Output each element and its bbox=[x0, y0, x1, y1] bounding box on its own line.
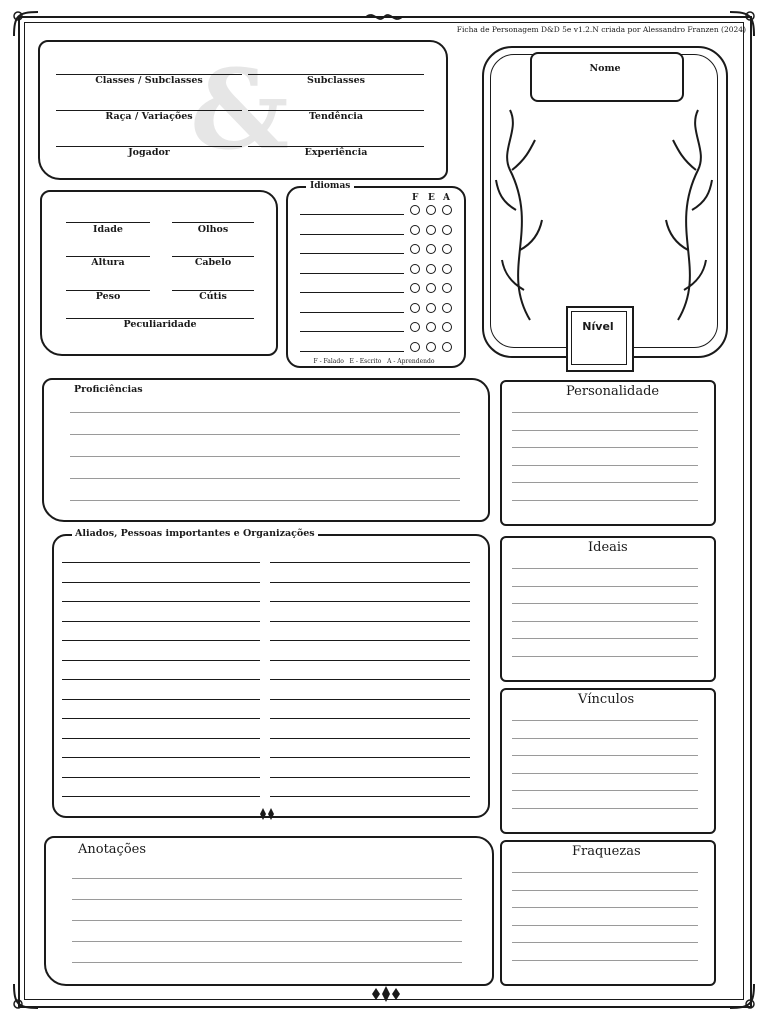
proficiency-line[interactable] bbox=[70, 456, 460, 457]
label-name: Nome bbox=[589, 63, 621, 74]
ally-line[interactable] bbox=[62, 738, 260, 739]
name-banner bbox=[530, 52, 684, 102]
language-line[interactable] bbox=[300, 253, 404, 254]
ally-line[interactable] bbox=[270, 777, 470, 778]
ally-line[interactable] bbox=[62, 562, 260, 563]
trait-line[interactable] bbox=[512, 412, 698, 413]
trait-line[interactable] bbox=[512, 720, 698, 721]
written-checkbox[interactable] bbox=[426, 205, 436, 215]
language-line[interactable] bbox=[300, 234, 404, 235]
spoken-checkbox[interactable] bbox=[410, 322, 420, 332]
proficiency-line[interactable] bbox=[70, 478, 460, 479]
allies-title: Aliados, Pessoas importantes e Organizações bbox=[72, 528, 318, 539]
label-eyes: Olhos bbox=[197, 224, 229, 235]
ally-line[interactable] bbox=[62, 757, 260, 758]
language-line[interactable] bbox=[300, 312, 404, 313]
trait-line[interactable] bbox=[512, 960, 698, 961]
notes-panel bbox=[44, 836, 494, 986]
ally-line[interactable] bbox=[270, 679, 470, 680]
ally-line[interactable] bbox=[270, 718, 470, 719]
languages-legend: F - Falado E - Escrito A - Aprendendo bbox=[313, 358, 435, 365]
spoken-checkbox[interactable] bbox=[410, 303, 420, 313]
spoken-checkbox[interactable] bbox=[410, 283, 420, 293]
languages-title: Idiomas bbox=[306, 181, 354, 191]
ally-line[interactable] bbox=[62, 601, 260, 602]
label-weight: Peso bbox=[95, 291, 121, 302]
vine-ornament-left bbox=[490, 110, 560, 330]
trait-line[interactable] bbox=[512, 621, 698, 622]
trait-line[interactable] bbox=[512, 925, 698, 926]
flaws-title: Fraquezas bbox=[572, 844, 641, 859]
proficiency-line[interactable] bbox=[70, 500, 460, 501]
written-checkbox[interactable] bbox=[426, 342, 436, 352]
proficiency-line[interactable] bbox=[70, 412, 460, 413]
label-level: Nível bbox=[582, 320, 614, 333]
label-skin: Cútis bbox=[199, 291, 227, 302]
trait-line[interactable] bbox=[512, 942, 698, 943]
physical-traits-panel bbox=[40, 190, 278, 356]
trait-line[interactable] bbox=[512, 603, 698, 604]
trait-line[interactable] bbox=[512, 755, 698, 756]
trait-line[interactable] bbox=[512, 738, 698, 739]
spoken-checkbox[interactable] bbox=[410, 244, 420, 254]
written-checkbox[interactable] bbox=[426, 264, 436, 274]
language-line[interactable] bbox=[300, 331, 404, 332]
label-experience: Experiência bbox=[304, 147, 368, 158]
trait-line[interactable] bbox=[512, 430, 698, 431]
note-line[interactable] bbox=[72, 962, 462, 963]
note-line[interactable] bbox=[72, 899, 462, 900]
header-spoken: F bbox=[412, 193, 419, 203]
ally-line[interactable] bbox=[62, 718, 260, 719]
ally-line[interactable] bbox=[270, 796, 470, 797]
language-line[interactable] bbox=[300, 214, 404, 215]
personality-title: Personalidade bbox=[566, 384, 660, 399]
label-player: Jogador bbox=[128, 147, 170, 158]
proficiency-line[interactable] bbox=[70, 434, 460, 435]
sparkle-ornament bbox=[252, 806, 282, 822]
ally-line[interactable] bbox=[62, 699, 260, 700]
vine-ornament-right bbox=[648, 110, 718, 330]
ideals-title: Ideais bbox=[588, 540, 628, 555]
language-line[interactable] bbox=[300, 273, 404, 274]
language-line[interactable] bbox=[300, 351, 404, 352]
trait-line[interactable] bbox=[512, 568, 698, 569]
ally-line[interactable] bbox=[270, 738, 470, 739]
trait-line[interactable] bbox=[512, 872, 698, 873]
spoken-checkbox[interactable] bbox=[410, 205, 420, 215]
trait-line[interactable] bbox=[512, 482, 698, 483]
bonds-panel bbox=[500, 688, 716, 834]
learning-checkbox[interactable] bbox=[442, 322, 452, 332]
bottom-flourish bbox=[364, 984, 404, 1004]
ally-line[interactable] bbox=[62, 582, 260, 583]
trait-line[interactable] bbox=[512, 773, 698, 774]
label-age: Idade bbox=[93, 224, 123, 235]
allies-panel bbox=[52, 534, 490, 818]
label-race: Raça / Variações bbox=[105, 111, 193, 122]
svg-text:&: & bbox=[190, 45, 290, 174]
written-checkbox[interactable] bbox=[426, 322, 436, 332]
spoken-checkbox[interactable] bbox=[410, 264, 420, 274]
ally-line[interactable] bbox=[270, 562, 470, 563]
learning-checkbox[interactable] bbox=[442, 283, 452, 293]
ally-line[interactable] bbox=[270, 582, 470, 583]
written-checkbox[interactable] bbox=[426, 225, 436, 235]
corner-ornament-bl bbox=[8, 978, 48, 1018]
label-trait: Peculiaridade bbox=[123, 319, 197, 330]
notes-title: Anotações bbox=[78, 842, 147, 857]
ally-line[interactable] bbox=[270, 601, 470, 602]
trait-line[interactable] bbox=[512, 447, 698, 448]
learning-checkbox[interactable] bbox=[442, 225, 452, 235]
ideals-panel bbox=[500, 536, 716, 682]
trait-line[interactable] bbox=[512, 808, 698, 809]
ally-line[interactable] bbox=[270, 640, 470, 641]
top-flourish bbox=[364, 10, 404, 24]
trait-line[interactable] bbox=[512, 656, 698, 657]
corner-ornament-br bbox=[720, 978, 760, 1018]
bonds-title: Vínculos bbox=[578, 692, 635, 707]
ally-line[interactable] bbox=[62, 777, 260, 778]
ally-line[interactable] bbox=[62, 679, 260, 680]
learning-checkbox[interactable] bbox=[442, 342, 452, 352]
ally-line[interactable] bbox=[62, 660, 260, 661]
trait-line[interactable] bbox=[512, 500, 698, 501]
ally-line[interactable] bbox=[62, 621, 260, 622]
language-line[interactable] bbox=[300, 292, 404, 293]
ally-line[interactable] bbox=[62, 640, 260, 641]
label-classes: Classes / Subclasses bbox=[95, 75, 203, 86]
note-line[interactable] bbox=[72, 941, 462, 942]
learning-checkbox[interactable] bbox=[442, 244, 452, 254]
trait-line[interactable] bbox=[512, 586, 698, 587]
label-hair: Cabelo bbox=[194, 257, 232, 268]
ally-line[interactable] bbox=[270, 621, 470, 622]
ally-line[interactable] bbox=[270, 660, 470, 661]
label-alignment: Tendência bbox=[308, 111, 364, 122]
written-checkbox[interactable] bbox=[426, 244, 436, 254]
ally-line[interactable] bbox=[270, 699, 470, 700]
spoken-checkbox[interactable] bbox=[410, 225, 420, 235]
trait-line[interactable] bbox=[512, 638, 698, 639]
ally-line[interactable] bbox=[270, 757, 470, 758]
header-learning: A bbox=[443, 193, 450, 203]
note-line[interactable] bbox=[72, 920, 462, 921]
flaws-panel bbox=[500, 840, 716, 986]
learning-checkbox[interactable] bbox=[442, 205, 452, 215]
trait-line[interactable] bbox=[512, 465, 698, 466]
credit-line: Ficha de Personagem D&D 5e v1.2.N criada por Alessandro Franzen (2024) bbox=[456, 25, 746, 34]
spoken-checkbox[interactable] bbox=[410, 342, 420, 352]
note-line[interactable] bbox=[72, 878, 462, 879]
label-height: Altura bbox=[91, 257, 125, 268]
ally-line[interactable] bbox=[62, 796, 260, 797]
trait-line[interactable] bbox=[512, 790, 698, 791]
corner-ornament-tl bbox=[8, 6, 48, 46]
written-checkbox[interactable] bbox=[426, 283, 436, 293]
trait-line[interactable] bbox=[512, 890, 698, 891]
header-written: E bbox=[428, 193, 435, 203]
trait-line[interactable] bbox=[512, 907, 698, 908]
written-checkbox[interactable] bbox=[426, 303, 436, 313]
label-subclasses: Subclasses bbox=[306, 75, 366, 86]
learning-checkbox[interactable] bbox=[442, 264, 452, 274]
proficiencies-title: Proficiências bbox=[74, 384, 143, 395]
learning-checkbox[interactable] bbox=[442, 303, 452, 313]
personality-panel bbox=[500, 380, 716, 526]
